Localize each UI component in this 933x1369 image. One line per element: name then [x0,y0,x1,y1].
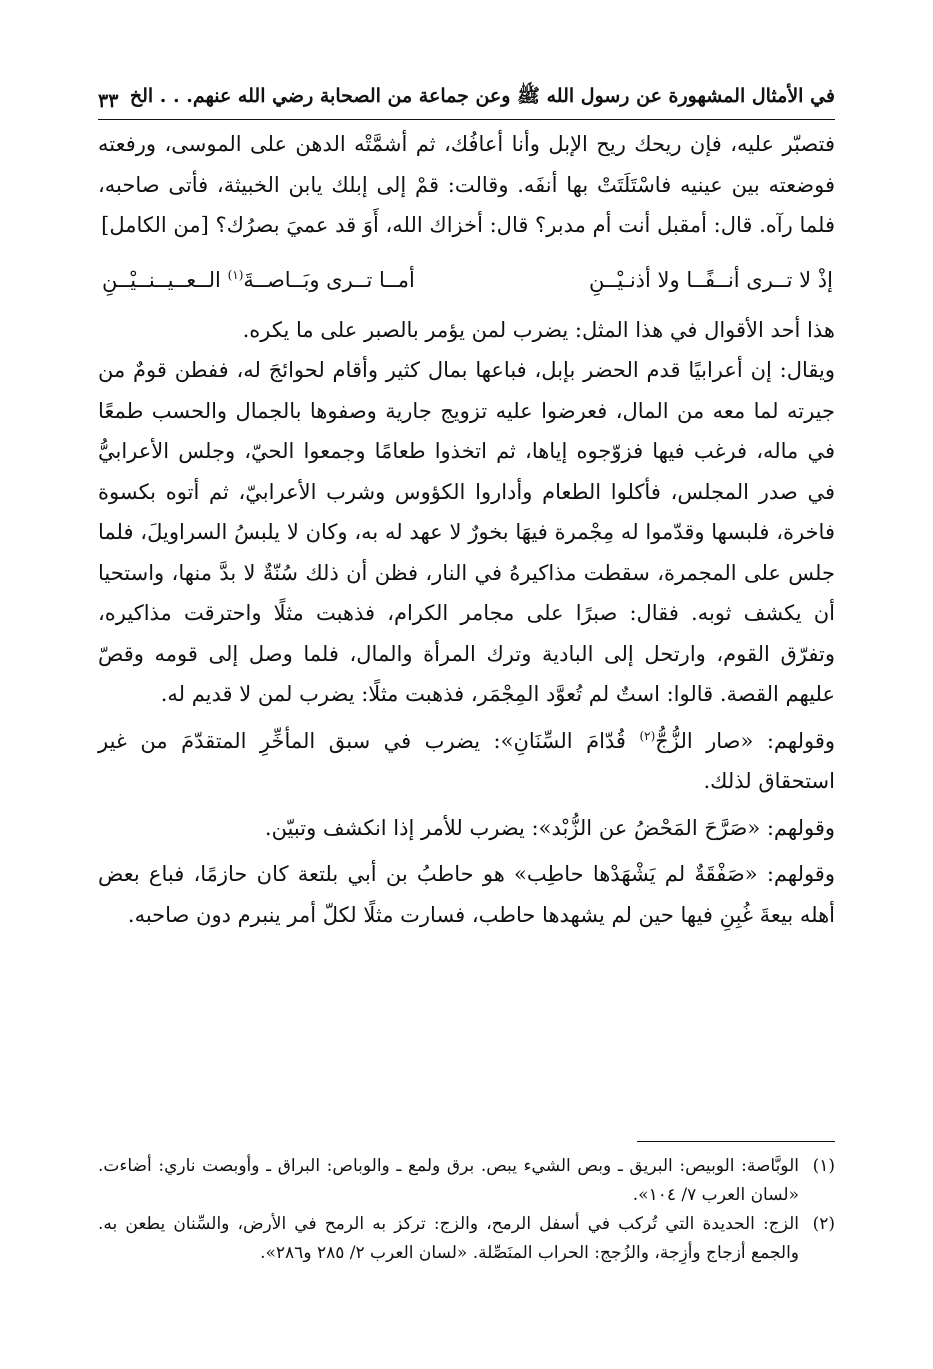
verse-second-hemistich [98,260,417,300]
footnote-1-text: الوبَّاصة: الوبيص: البريق ـ وبص الشيء يبص. برق ولمع ـ والوباص: البراق ـ وأوبصت ناري: أضاءت. «لسان العرب ٧/ ١٠٤». [98,1156,799,1205]
paragraph-4-part-b: قُدّامَ السِّنَانِ»: يضرب في سبق المأخِّرِ المتقدّمَ من غير استحقاق لذلك. [98,728,835,793]
footnotes [98,1152,835,1268]
header-divider [98,119,835,120]
paragraph-4 [98,721,835,802]
paragraph-3: ويقال: إن أعرابيًا قدم الحضر بإبل، فباعها بمال كثير وأقام لحوائجَ له، ففطن قومٌ من جيرته لما معه من المال، فعرضوا عليه تزويج جارية وصفوها بالجمال والحسب طمعًا في ماله، فرغب فيها فزوّجوه إياها، ثم اتخذوا طعامًا وجمعوا الحيّ، وجلس الأعرابيُّ في صدر المجلس، فأكلوا الطعام وأداروا الكؤوس وشرب الأعرابيّ، ثم أتوه بكسوة فاخرة، فلبسها وقدّموا له مِجْمرة فيهَا بخورٌ لا عهد له به، وكان لا يلبسُ السراويلَ، فلما جلس على المجمرة، سقطت مذاكيرهُ في النار، فظن أن ذلك سُنّةٌ لا بدَّ منها، واستحيا أن يكشف ثوبه. فقال: صبرًا على مجامر الكرام، فذهبت مثلًا واحترقت مذاكيره، وتفرّق القوم، وارتحل إلى البادية وترك المرأة والمال، فلما وصل إلى قومه وقصّ عليهم القصة. قالوا: استٌ لم تُعوَّد المِجْمَر، فذهبت مثلًا: يضرب لمن لا قديم له. [98,358,835,706]
poetry-verse [98,246,835,310]
header-title: في الأمثال المشهورة عن رسول الله ﷺ وعن جماعة من الصحابة رضي الله عنهم. . . الخ [129,85,835,107]
page-number: ٣٣ [98,90,119,112]
footnote-ref-1: (١) [227,267,244,282]
footnote-ref-2: (٢) [639,728,656,743]
footnote-1-number: (١) [812,1156,835,1176]
verse-first-hemistich: إذْ لا تــرى أنــفًــا ولا أذنـيْــنِ [589,267,833,292]
verse-second-part-a: أمــا تــرى وبَــاصــةَ [243,267,415,292]
footnote-2-text: الزج: الحديدة التي تُركب في أسفل الرمح، والزج: تركز به الرمح في الأرض، والسِّنان يطعن به. والجمع أزجاج وأزِجة، والزُجج: الحراب المنَصِّلة. «لسان العرب ٢/ ٢٨٥ و٢٨٦». [98,1214,799,1263]
footnote-2 [98,1210,835,1268]
footnote-1 [98,1152,835,1210]
paragraph-6: وقولهم: «صَفْقَةٌ لم يَشْهَدْها حاطِب» هو حاطبُ بن أبي بلتعة كان حازمًا، فباع بعض أهله بيعةَ غُبِنِ فيها حين لم يشهدها حاطب، فسارت مثلًا لكلّ أمر ينبرم دون صاحبه. [98,862,835,927]
running-header [98,76,835,112]
paragraph-1: فتصبّر عليه، فإن ريحك ريح الإبل وأنا أعافُك، ثم أشمَّتْه الدهن على الموسى، ورفعته فوضعته بين عينيه فاسْتَلَتَتْ بها أنفَه. وقالت: قمْ إلى إبلك يابن الخبيثة، فأتى صاحبه، فلما رآه. قال: أمقبل أنت أم مدبر؟ قال: أخزاك الله، أَوَ قد عميَ بصرُك؟ [من الكامل] [98,132,835,237]
paragraph-5: وقولهم: «صَرَّحَ المَحْضُ عن الزُّبْد»: يضرب للأمر إذا انكشف وتبيّن. [264,815,835,840]
main-text [98,124,835,935]
footnote-divider [637,1141,835,1142]
paragraph-4-part-a: وقولهم: «صار الزُّجُّ [655,728,835,753]
verse-second-part-b: الــعــيــنــيْــنِ [102,267,221,292]
paragraph-2: هذا أحد الأقوال في هذا المثل: يضرب لمن يؤمر بالصبر على ما يكره. [242,317,835,342]
footnote-2-number: (٢) [812,1214,835,1234]
